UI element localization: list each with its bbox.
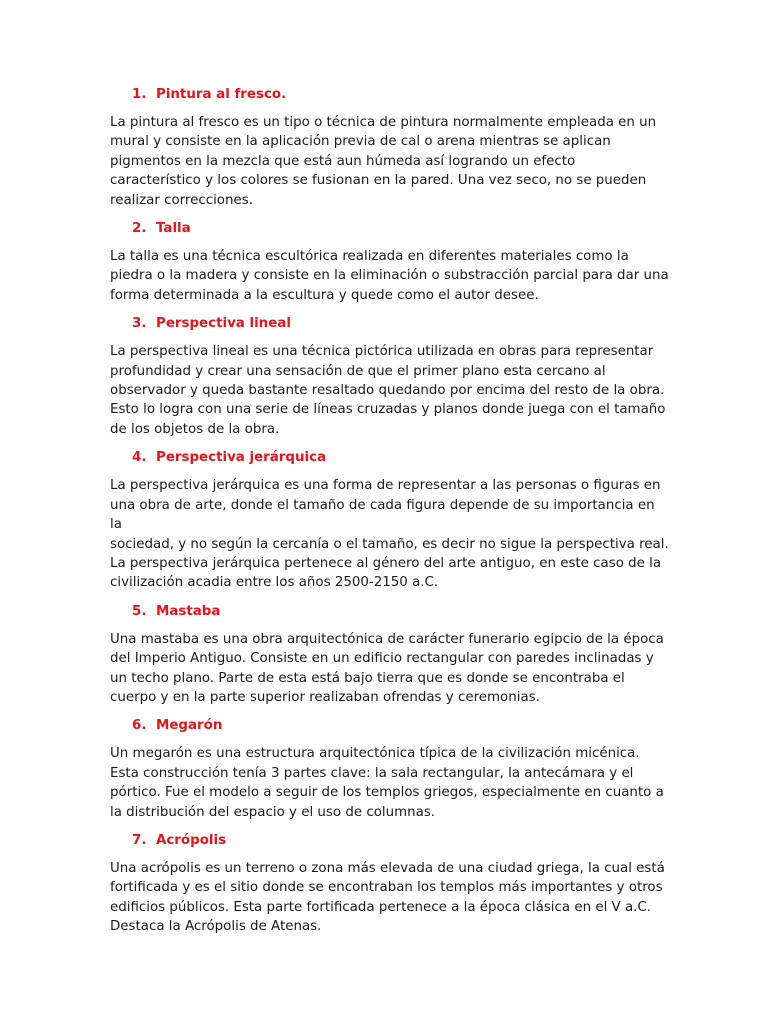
section-heading	[110, 219, 670, 238]
section-title: Mastaba	[156, 603, 221, 619]
paragraph-line: pigmentos en la mezcla que está aun húmeda así logrando un efecto	[110, 153, 576, 169]
section-title: Pintura al fresco.	[156, 87, 287, 102]
section-heading	[110, 314, 670, 333]
paragraph-line: un techo plano. Parte de esta está bajo tierra que es donde se encontraba el	[110, 670, 625, 686]
section-heading	[110, 602, 670, 621]
paragraph-line: profundidad y crear una sensación de que el primer plano esta cercano al	[110, 363, 606, 379]
paragraph-line: Una mastaba es una obra arquitectónica de carácter funerario egipcio de la época	[110, 631, 664, 647]
section-paragraph	[110, 476, 670, 592]
section-paragraph	[110, 744, 670, 822]
paragraph-line: La perspectiva jerárquica pertenece al género del arte antiguo, en este caso de la	[110, 555, 662, 571]
section-heading	[110, 831, 670, 850]
paragraph-line: Un megarón es una estructura arquitectónica típica de la civilización micénica.	[110, 746, 640, 762]
section-title: Perspectiva lineal	[156, 316, 291, 332]
section-number: 5.	[132, 603, 147, 619]
section-number: 4.	[132, 450, 147, 466]
paragraph-line: fortificada y es el sitio donde se encontraban los templos más importantes y otros	[110, 880, 663, 896]
paragraph-line: piedra o la madera y consiste en la eliminación o substracción parcial para dar una	[110, 268, 669, 284]
section-acropolis	[110, 831, 670, 937]
section-number: 3.	[132, 316, 147, 332]
section-number: 7.	[132, 832, 147, 848]
section-heading	[110, 85, 670, 104]
section-paragraph	[110, 113, 670, 210]
paragraph-line: sociedad, y no según la cercanía o el tamaño, es decir no sigue la perspectiva real.	[110, 536, 669, 552]
paragraph-line: Una acrópolis es un terreno o zona más elevada de una ciudad griega, la cual está	[110, 860, 665, 876]
paragraph-line: una obra de arte, donde el tamaño de cada figura depende de su importancia en la	[110, 497, 655, 533]
paragraph-line: característico y los colores se fusionan en la pared. Una vez seco, no se pueden	[110, 173, 647, 189]
section-talla	[110, 219, 670, 305]
section-number: 1.	[132, 87, 147, 102]
paragraph-line: La talla es una técnica escultórica realizada en diferentes materiales como la	[110, 249, 629, 265]
section-title: Acrópolis	[156, 832, 227, 848]
paragraph-line: forma determinada a la escultura y quede como el autor desee.	[110, 287, 539, 303]
paragraph-line: Destaca la Acrópolis de Atenas.	[110, 919, 322, 935]
section-heading	[110, 448, 670, 467]
section-megaron	[110, 716, 670, 822]
paragraph-line: pórtico. Fue el modelo a seguir de los templos griegos, especialmente en cuanto a	[110, 785, 664, 801]
section-paragraph	[110, 342, 670, 439]
section-perspectiva-jerarquica	[110, 448, 670, 592]
paragraph-line: realizar correcciones.	[110, 192, 253, 208]
section-title: Talla	[156, 221, 191, 237]
paragraph-line: la distribución del espacio y el uso de columnas.	[110, 804, 436, 820]
section-mastaba	[110, 602, 670, 708]
section-paragraph	[110, 247, 670, 305]
section-number: 6.	[132, 718, 147, 734]
section-number: 2.	[132, 221, 147, 237]
paragraph-line: cuerpo y en la parte superior realizaban ofrendas y ceremonias.	[110, 689, 540, 705]
paragraph-line: civilización acadia entre los años 2500-2150 a.C.	[110, 575, 439, 591]
section-heading	[110, 716, 670, 735]
section-pintura-al-fresco	[110, 85, 670, 210]
paragraph-line: edificios públicos. Esta parte fortificada pertenece a la época clásica en el V a.C.	[110, 899, 652, 915]
paragraph-line: del Imperio Antiguo. Consiste en un edificio rectangular con paredes inclinadas y	[110, 651, 654, 667]
section-title: Perspectiva jerárquica	[156, 450, 327, 466]
paragraph-line: observador y queda bastante resaltado quedando por encima del resto de la obra.	[110, 383, 665, 399]
paragraph-line: La perspectiva lineal es una técnica pictórica utilizada en obras para representar	[110, 344, 654, 360]
paragraph-line: mural y consiste en la aplicación previa de cal o arena mientras se aplican	[110, 134, 611, 150]
paragraph-line: Esta construcción tenía 3 partes clave: la sala rectangular, la antecámara y el	[110, 765, 634, 781]
section-perspectiva-lineal	[110, 314, 670, 439]
section-paragraph	[110, 859, 670, 937]
section-title: Megarón	[156, 718, 223, 734]
document-page	[110, 85, 670, 946]
paragraph-line: La perspectiva jerárquica es una forma de representar a las personas o figuras en	[110, 478, 661, 494]
paragraph-line: La pintura al fresco es un tipo o técnica de pintura normalmente empleada en un	[110, 115, 657, 130]
paragraph-line: de los objetos de la obra.	[110, 421, 280, 437]
section-paragraph	[110, 630, 670, 708]
paragraph-line: Esto lo logra con una serie de líneas cruzadas y planos donde juega con el tamaño	[110, 402, 666, 418]
